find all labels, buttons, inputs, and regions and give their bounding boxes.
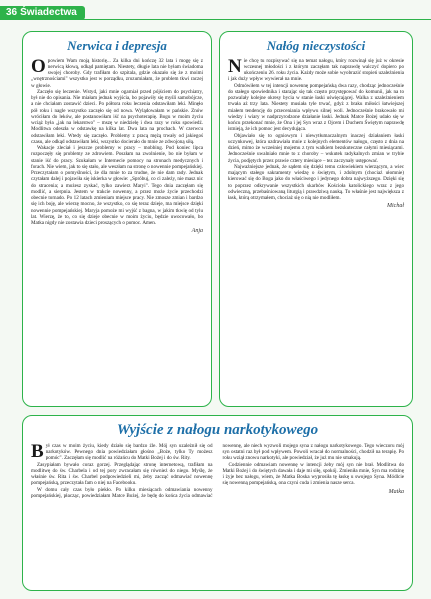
signature: Michał bbox=[387, 203, 404, 210]
paragraph: Objawiało się to ogniowym i niewytłumaczalnym inaczej działaniem łaski uczynkowej, która uzdrawiała mnie z kolejnych elementów nałogu, często z dnia na dzień, mimo że wcześniej mojemu z tym walkiem bezskuteczne całymi miesiącami. Jednocześnie uwalniało mnie to z choroby – wskutek radykalnych zmian w trybie życia, podjętych przez prawie cztery miesiące – tez zaczynały ustępować. bbox=[228, 132, 404, 164]
paragraph: Opowiem Wam moją historię... Za kilka dni kończę 32 lata i mogę się z nerwicą kłową, odkąd pamiętam. Niestety, długie lata nie byłam świadoma swojej choroby. Gdy trafiłam do szpitala, gdzie okazało się że z moimi „wnętrznościami" wszystko jest w porządku, zrozumiałam, że problem tkwi raczej w głowie. bbox=[31, 55, 203, 89]
paragraph: Odmówiłem w tej intencji nowennę pompejańską dwa razy, chodząc jednocześnie do stałego spowiednika i starając się tak często przystępować do komunii, jak na to pozwalały kolejne okresy bycia w stanie łaski uświęcającej. Walka z uzależnieniem trwała aż trzy lata. Niestety musiała tyle trwać, gdyż z braku miłości łatwiejszej miałem tendencję do przeceniania wpływu silnej woli. Jednocześnie brakowało mi wiedzy i wiary w nadprzyrodzone działanie łaski. Jednak Matce Bożej udało się w końcu przekonać mnie, że Ona i jej Syn wraz z Ojcem i Duchem Świętym naprawdę istnieją, że ich pomoc jest decydująca. bbox=[228, 82, 404, 133]
paragraph: Zaczęło się leczenie. Wstyd, jaki mnie ogarniał przed pójściem do psychiatry, był nie do opisania. Nie miałam jednak wyjścia, bo pojawiły się myśli samobójcze, a nie chciałam zostawić dzieci. Po półtora roku leczenia odstawiłam leki. Minęło pół roku i nagle wszystko zaczęło się od nowa. Wylądowałam w pańskie. Znów wróciłam do leków, ale postanowiłam iść na psychoterapię. Bogu w moim życiu wciąż była „jak na lekarstwo" – mszę w niedzielę i dwa razy w roku spowiedź. Modlitwa odeszła w odstawkę na kilka lat. Dwa lata na prochach. W czerwcu odstawiłam leki. Wtedy się zaczęło. Problemy z pracą mężą trwały od jakiegoś czasu, ale odkąd odstawiłam leki, wszystko docierało do mnie ze zdwojoną siłą. bbox=[31, 88, 203, 145]
paragraph: Nie chcę tu rozpisywać się na temat nałogu, który rozwinął się już w okresie wczesnej młodości i z którym zaczęłam tak naprawdę walczyć dopiero po ukończeniu 26. roku życia. Każdy może sobie wyobrazić stopień uzależnienia i jak duży wpływ wywierał na mnie. bbox=[228, 55, 404, 83]
article-title: Wyjście z nałogu narkotykowego bbox=[116, 422, 319, 438]
article-title: Nałóg nieczystości bbox=[266, 38, 366, 53]
page-number: 36 bbox=[6, 7, 18, 18]
header-rule bbox=[80, 19, 431, 20]
article-nalog-nieczystosci bbox=[219, 31, 413, 407]
article-body bbox=[31, 55, 203, 235]
article-nerwica bbox=[22, 31, 212, 407]
page-header bbox=[0, 0, 431, 22]
paragraph: Codziennie odmawiam nowennę w intencji żeby mój syn nie brał. Modlitwa do Matki Bożej i do świętych dawała i daje mi siłę, spokój. Zmieniła mnie, Syn ma rodzinę i żyje bez nałogu, wiem, że Matka Boska wyprosiła tę łaskę u swojego Syna. Módlcie się nowenną pompejańską, ona czyni cuda i zmienia nasze serca. bbox=[222, 461, 404, 487]
section-tab bbox=[0, 6, 85, 20]
article-body bbox=[31, 440, 404, 499]
signature: Anja bbox=[191, 228, 203, 235]
article-body bbox=[228, 55, 404, 210]
paragraph: Zasypiałam bywało coraz gorzej. Przeglądając stronę internetową, trafiłam na modlitwę do św. Charbela i od tej pory zwracałam się również do niego. Myślę, że właśnie św. Rita i św. Charbel podpowiedzieli mi, żeby zacząć odmawiać nowennę pompejańską, przeczytała fam o niej na Facebooku. bbox=[31, 461, 213, 487]
paragraph: W domu cały czas było piekło. Po kilku miesiącach odmawiania nowenny pompejańskiej, płacząc, powiedziałam Matce Bożej, że będę do końca życia odmawiać nowennę, ale niech wyzwoli mojego syna z nałogu narkotykowego. Tego wieczoru mój syn ostatni raz był pod wpływem. Powoli wracał do normalności, chodził na terapię. Po roku wziął znowu narkotyki, ale powiedział, że już mu nie smakują. bbox=[31, 442, 404, 499]
drop-cap: N bbox=[228, 55, 242, 77]
signature: Matka bbox=[388, 488, 404, 495]
article-title: Nerwica i depresja bbox=[67, 38, 167, 53]
drop-cap: O bbox=[31, 55, 46, 77]
drop-cap: B bbox=[31, 440, 44, 462]
section-name: Świadectwa bbox=[20, 7, 77, 18]
paragraph: Był czas w moim życiu, kiedy działo się bardzo źle. Mój syn uzależnił się od narkotyków. Pewnego dnia powiedziałam głośno „Boże, tylko Ty możesz pomóc". Zaczęłam się modlić na różańcu do Matki Bożej i do św. Rity. bbox=[31, 440, 213, 462]
paragraph: Wakacje zleciał i jeszcze problemy w pracy – mobbing. Pod koniec lipca rozpoczęły się problemy ze zdrowiem. Poszłam na zwolnienie, bo nie byłam w stanie iść do pracy. Szukałam w Internecie pomocy na stronach medycznych i forach. Nie wiem, jak to się stało, ale weszłam na stronę o nowennie pompejańskiej. Przeczytałam o pomyślności, że dla mnie to za trudne, że nie dam rady. Jednak czytałam dalej i pojawiła się iskierka w głowie: „Spróbuj, co ci zależy, nie masz nic do stracenia; a możesz zyskać, tylko zawierz Maryi". Tego dnia zaczęłam się modlić, a sierpnia. Jestem w trakcie nowenny, a przez może życie przechodzi obecnie tornado. Po 12 latach zmieniam miejsce pracy. Nie zmosze zmian i bardzo się ich boję, ale wierzę mocno, że wszystko, co się teraz dzieje, ma miejsce dzięki nowennie pompejańskiej. Maryja pomoże mi wyjść z bagna, w jakim tkwię od tylu lat. Wierzę, że to, co się dzieje obecnie w moim życiu, będzie uwocowało, bo Matka nigdy nie zostawia dzieci proszących o pomoc. Amen. bbox=[31, 145, 203, 227]
article-nalog-narkotykowy bbox=[22, 415, 413, 591]
paragraph: Najważniejsze jednak, że sądem się dzięki temu człowiekiem wierzącym, a wiec mającym stałego sakramenty wiedzę o świętym, i zdolnym (chociaż ułomnie) kierować się do Boga jako do właściwego i jedynego dobra najwyższego. Dzięki się to poprzez odkrywanie wszystkich skarbów Kościoła katolickiego wraz z jego odwieczną, przebaśniowaną liturgią i prawdziwą nauką. To właśnie jest największa z łask, którą otrzymałem, chociaż się o nią nie modliłem. bbox=[228, 163, 404, 202]
